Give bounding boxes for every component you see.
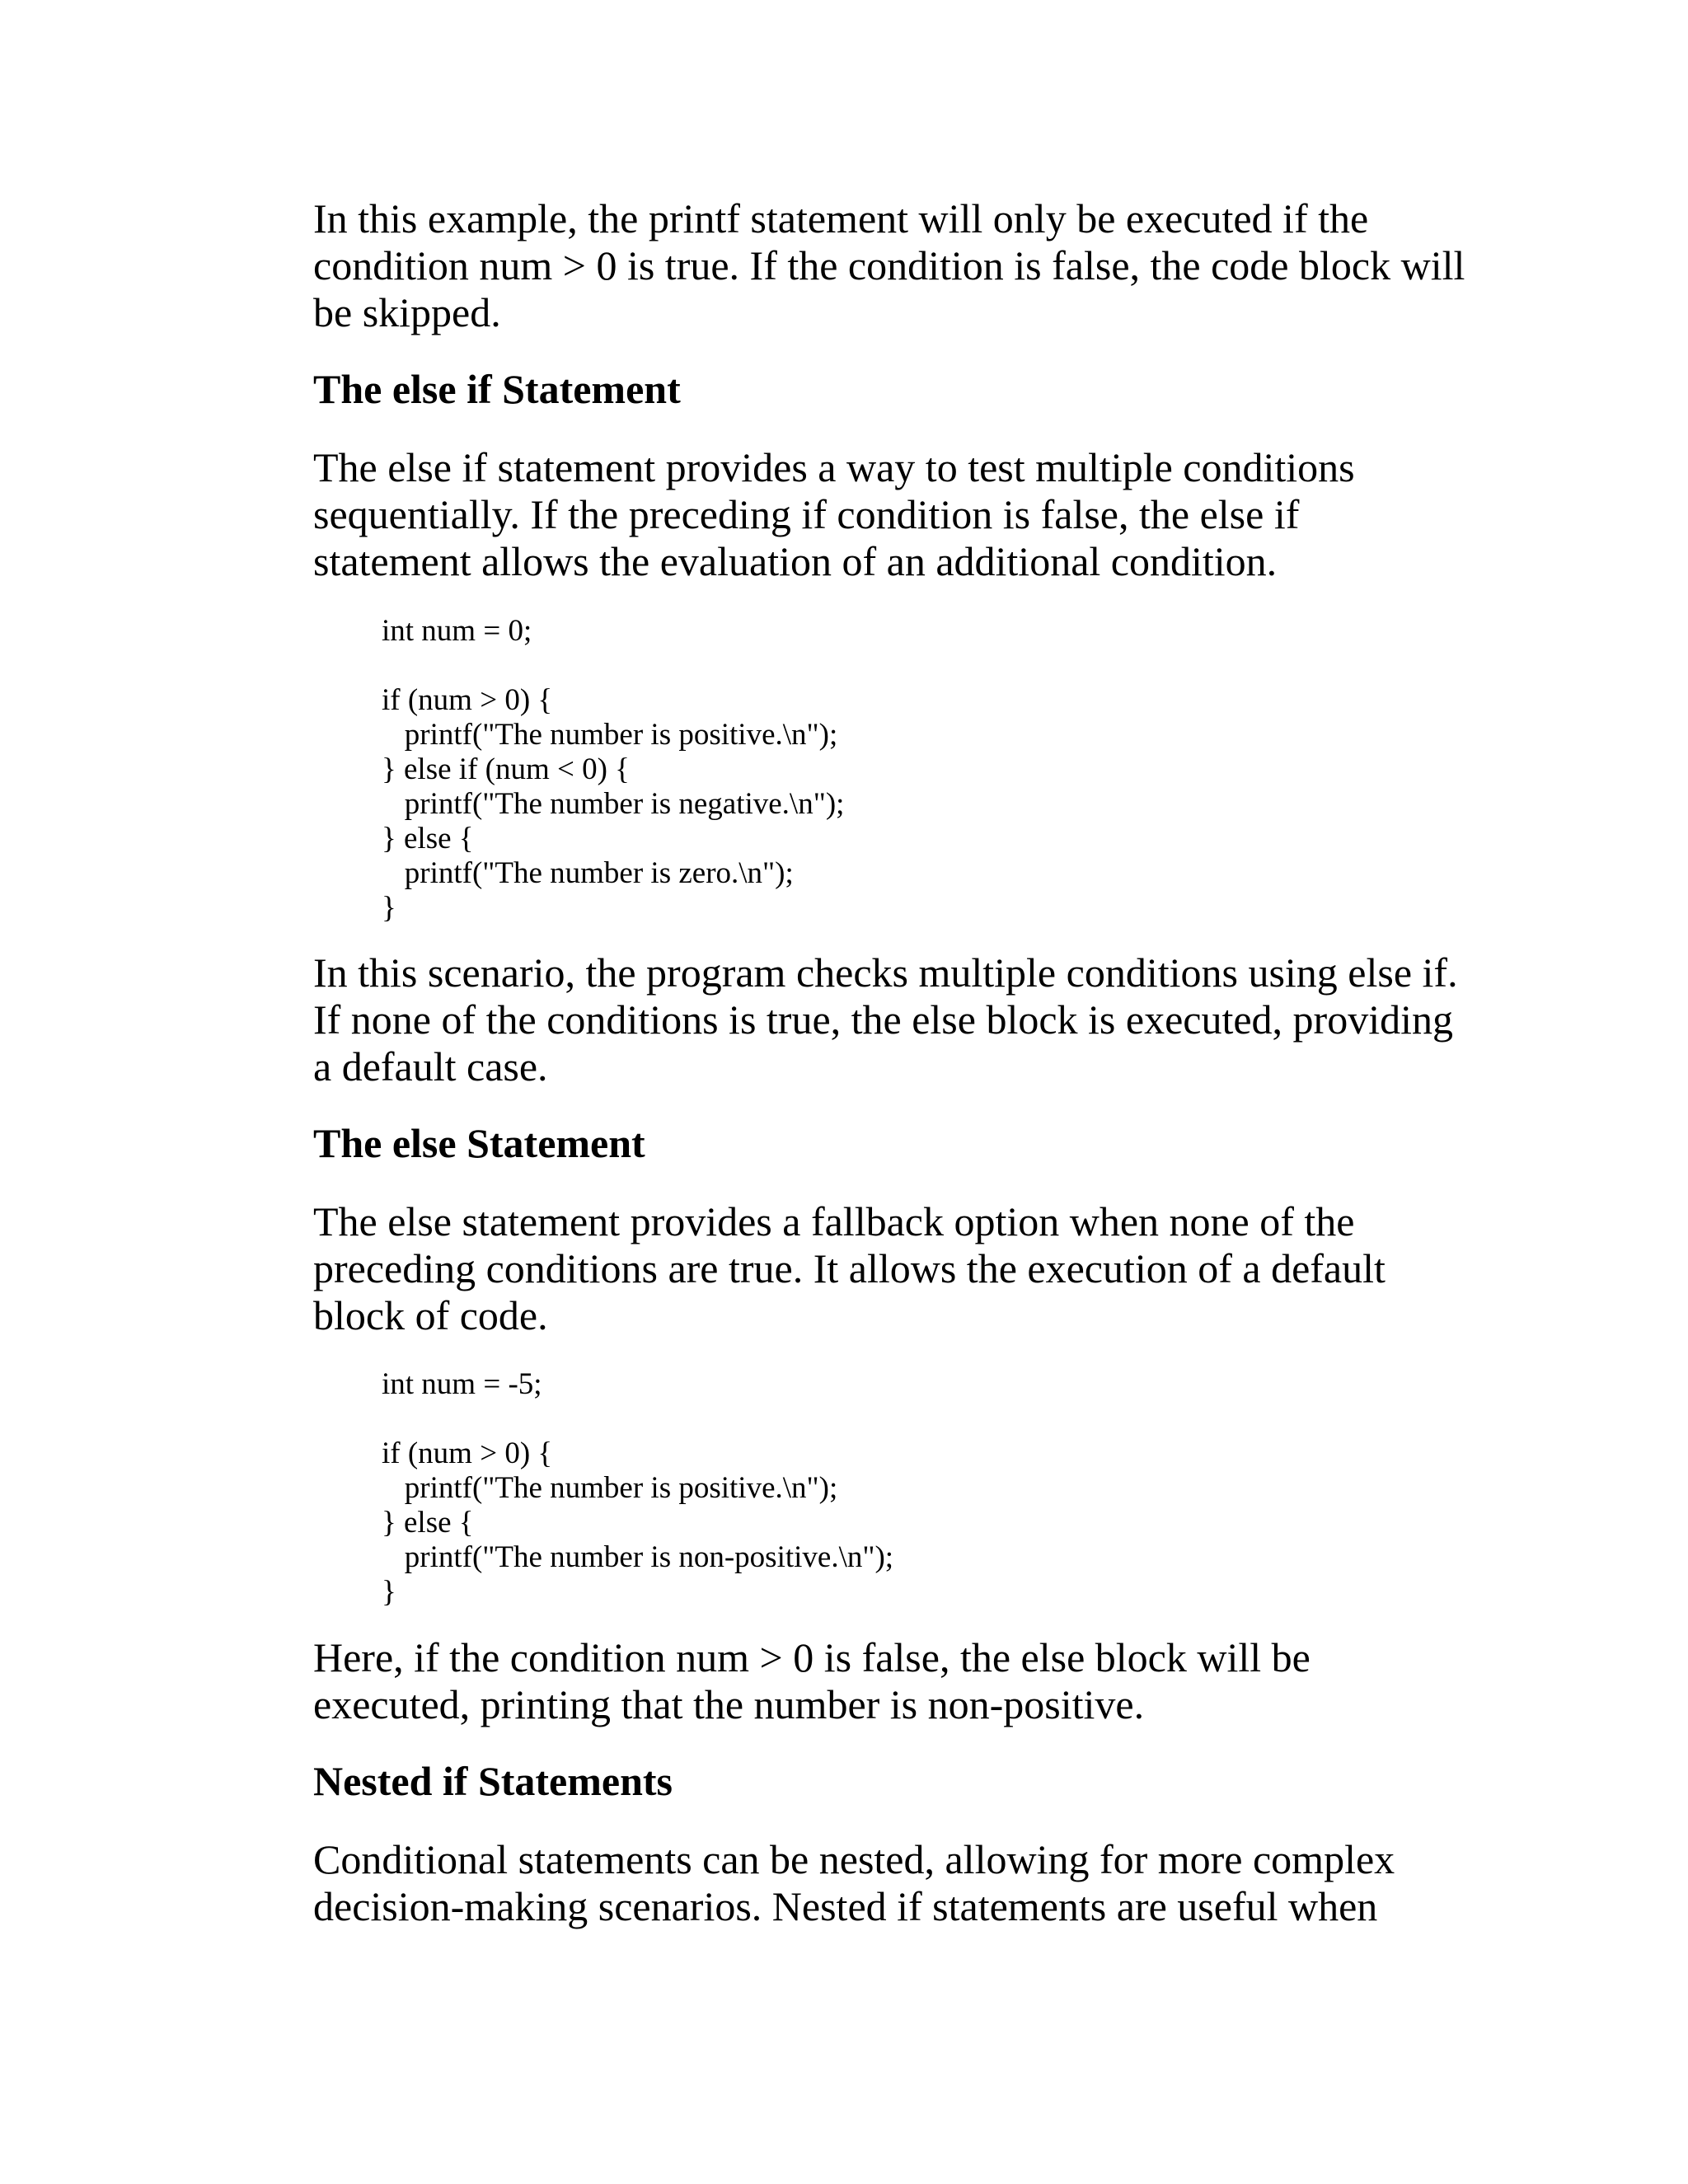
text-line: In this example, the printf statement will only be executed if the [313,195,1369,241]
code-line: } else { [382,822,474,855]
code-block-else-if [382,614,844,926]
text-line: If none of the conditions is true, the else block is executed, providing [313,996,1453,1043]
text-line: a default case. [313,1043,548,1090]
text-line: condition num > 0 is true. If the condition is false, the code block will [313,242,1465,288]
code-line: if (num > 0) { [382,683,553,717]
heading-else-statement: The else Statement [313,1120,645,1166]
code-line: printf("The number is non-positive.\n"); [382,1540,894,1574]
code-line [382,1402,893,1436]
text-line: Here, if the condition num > 0 is false, the else block will be [313,1634,1311,1680]
text-line: block of code. [313,1292,548,1338]
text-line: In this scenario, the program checks multiple conditions using else if. [313,949,1458,996]
code-block-else [382,1367,893,1610]
text-line: statement allows the evaluation of an additional condition. [313,538,1278,584]
paragraph-else-if-description [313,444,1500,585]
code-line: } else if (num < 0) { [382,752,630,786]
text-line: The else statement provides a fallback option when none of the [313,1198,1355,1244]
paragraph-nested-if-description [313,1836,1500,1930]
text-line: decision-making scenarios. Nested if statements are useful when [313,1883,1378,1929]
paragraph-else-description [313,1198,1500,1339]
text-line: Conditional statements can be nested, allowing for more complex [313,1836,1395,1882]
text-line: executed, printing that the number is non-positive. [313,1681,1145,1727]
code-line: int num = -5; [382,1367,542,1401]
code-line: printf("The number is positive.\n"); [382,718,838,752]
code-line: } [382,1575,396,1609]
code-line: } [382,891,396,925]
text-line: The else if statement provides a way to test multiple conditions [313,444,1355,490]
code-line: if (num > 0) { [382,1436,553,1470]
heading-else-if-statement: The else if Statement [313,366,681,412]
code-line [382,649,844,683]
paragraph-else-outcome [313,1634,1500,1728]
code-line: printf("The number is positive.\n"); [382,1471,838,1505]
code-line: int num = 0; [382,614,532,648]
text-line: preceding conditions are true. It allows the execution of a default [313,1245,1386,1291]
paragraph-printf-explanation [313,195,1500,336]
code-line: printf("The number is zero.\n"); [382,856,794,890]
text-line: sequentially. If the preceding if condition is false, the else if [313,491,1300,537]
code-line: printf("The number is negative.\n"); [382,787,845,821]
code-line: } else { [382,1506,474,1540]
text-line: be skipped. [313,289,501,335]
paragraph-else-if-scenario [313,949,1500,1090]
heading-nested-if-statements: Nested if Statements [313,1758,673,1804]
